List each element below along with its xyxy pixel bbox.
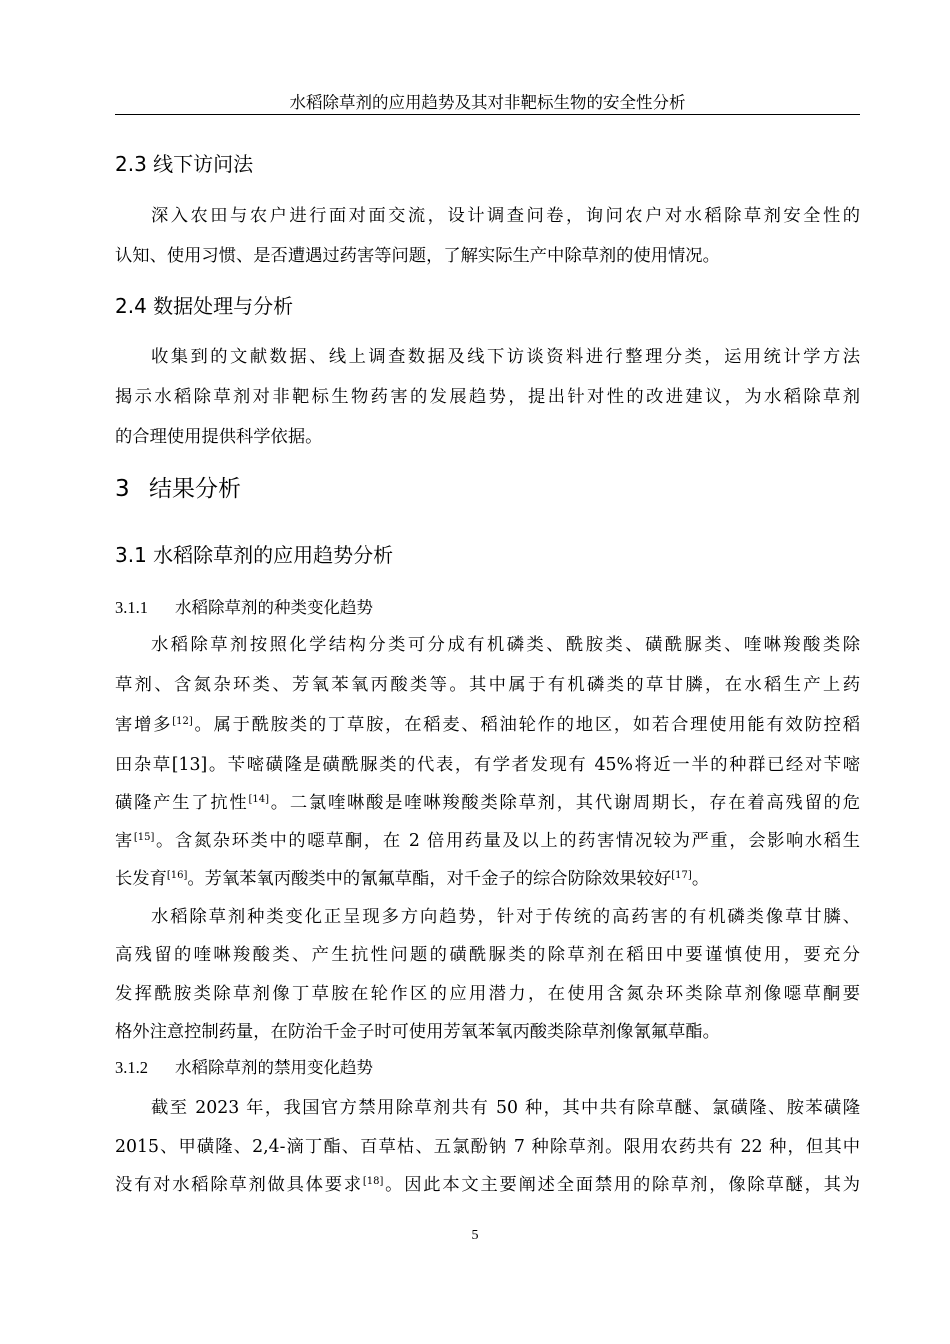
heading-3-1-2	[115, 1057, 373, 1079]
text-run: 害增多	[115, 715, 173, 735]
paragraph-line: 揭示水稻除草剂对非靶标生物药害的发展趋势，提出针对性的改进建议，为水稻除草剂	[115, 387, 860, 407]
text-run: 害	[115, 831, 134, 851]
text-run: 。	[691, 869, 710, 889]
citation: [18]	[362, 1176, 384, 1187]
paragraph-line: 田杂草[13]。苄嘧磺隆是磺酰脲类的代表，有学者发现有 45%将近一半的种群已经对苄嘧	[115, 755, 860, 775]
heading-3-title: 结果分析	[149, 476, 241, 502]
paragraph-line: 水稻除草剂种类变化正呈现多方向趋势，针对于传统的高药害的有机磷类像草甘膦、	[151, 907, 860, 927]
heading-2-4: 2.4 数据处理与分析	[115, 294, 294, 318]
paragraph-line: 水稻除草剂按照化学结构分类可分成有机磷类、酰胺类、磺酰脲类、喹啉羧酸类除	[151, 635, 860, 655]
paragraph-line: 草剂、含氮杂环类、芳氧苯氧丙酸类等。其中属于有机磷类的草甘膦，在水稻生产上药	[115, 675, 860, 695]
citation: [17]	[671, 870, 692, 881]
paragraph-line	[115, 713, 860, 737]
paragraph-line: 格外注意控制药量，在防治千金子时可使用芳氧苯氧丙酸类除草剂像氰氟草酯。	[115, 1022, 720, 1042]
text-run: 。含氮杂环类中的噁草酮，在 2 倍用药量及以上的药害情况较为严重，会影响水稻生	[154, 831, 860, 851]
paragraph-line: 收集到的文献数据、线上调查数据及线下访谈资料进行整理分类，运用统计学方法	[151, 347, 860, 367]
citation: [12]	[172, 716, 193, 727]
paragraph-line	[115, 867, 860, 891]
text-run: 磺隆产生了抗性	[115, 793, 249, 813]
paragraph-line: 深入农田与农户进行面对面交流，设计调查问卷，询问农户对水稻除草剂安全性的	[151, 206, 860, 226]
text-run: 长发育	[115, 869, 167, 889]
heading-3-1-2-title: 水稻除草剂的禁用变化趋势	[175, 1058, 373, 1077]
heading-3-number: 3	[115, 476, 130, 502]
citation: [15]	[133, 832, 155, 843]
paragraph-line: 截至 2023 年，我国官方禁用除草剂共有 50 种，其中共有除草醚、氯磺隆、胺苯磺隆	[151, 1098, 860, 1118]
heading-3-1-1	[115, 597, 373, 619]
text-run: 。芳氧苯氧丙酸类中的氰氟草酯，对千金子的综合防除效果较好	[187, 869, 672, 889]
citation: [14]	[248, 794, 269, 805]
heading-3-1: 3.1 水稻除草剂的应用趋势分析	[115, 543, 394, 567]
heading-3	[115, 474, 241, 504]
text-run: 没有对水稻除草剂做具体要求	[115, 1175, 363, 1195]
paragraph-line: 的合理使用提供科学依据。	[115, 427, 323, 447]
heading-3-1-1-title: 水稻除草剂的种类变化趋势	[175, 598, 373, 617]
header-rule	[115, 114, 860, 115]
heading-3-1-1-number: 3.1.1	[115, 598, 148, 617]
text-run: 。二氯喹啉酸是喹啉羧酸类除草剂，其代谢周期长，存在着高残留的危	[268, 793, 860, 813]
running-header: 水稻除草剂的应用趋势及其对非靶标生物的安全性分析	[289, 93, 686, 112]
paragraph-line	[115, 1173, 860, 1197]
paragraph-line	[115, 791, 860, 815]
paragraph-line: 发挥酰胺类除草剂像丁草胺在轮作区的应用潜力，在使用含氮杂环类除草剂像噁草酮要	[115, 984, 860, 1004]
paragraph-line: 高残留的喹啉羧酸类、产生抗性问题的磺酰脲类的除草剂在稻田中要谨慎使用，要充分	[115, 945, 860, 965]
citation: [16]	[166, 870, 188, 881]
text-run: 。因此本文主要阐述全面禁用的除草剂，像除草醚，其为	[383, 1175, 860, 1195]
text-run: 。属于酰胺类的丁草胺，在稻麦、稻油轮作的地区，如若合理使用能有效防控稻	[192, 715, 860, 735]
paragraph-line: 2015、甲磺隆、2,4-滴丁酯、百草枯、五氯酚钠 7 种除草剂。限用农药共有 22 种，但其中	[115, 1137, 860, 1157]
paragraph-line: 认知、使用习惯、是否遭遇过药害等问题，了解实际生产中除草剂的使用情况。	[115, 246, 720, 266]
paragraph-line	[115, 829, 860, 853]
heading-2-3: 2.3 线下访问法	[115, 152, 254, 176]
page-number: 5	[471, 1228, 479, 1243]
heading-3-1-2-number: 3.1.2	[115, 1058, 148, 1077]
